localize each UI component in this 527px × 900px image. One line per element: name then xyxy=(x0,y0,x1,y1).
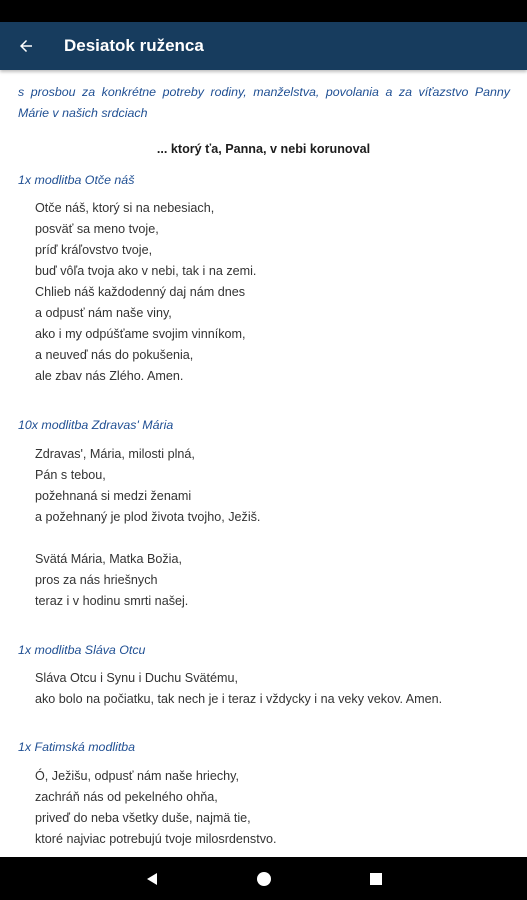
app-bar xyxy=(0,22,527,70)
back-button[interactable] xyxy=(2,22,50,70)
prayer-line: Ó, Ježišu, odpusť nám naše hriechy, xyxy=(35,769,239,783)
section-title-slava-otcu: 1x modlitba Sláva Otcu xyxy=(18,643,146,657)
arrow-left-icon xyxy=(17,37,35,55)
status-bar xyxy=(0,0,527,22)
square-recents-icon xyxy=(369,872,383,886)
prayer-line: Svätá Mária, Matka Božia, xyxy=(35,552,182,566)
prayer-content[interactable] xyxy=(0,70,527,857)
section-title-zdravas-maria: 10x modlitba Zdravas' Mária xyxy=(18,418,174,432)
prayer-slava-otcu xyxy=(35,668,442,710)
section-title-otce-nas: 1x modlitba Otče náš xyxy=(18,173,135,187)
prayer-line: ako bolo na počiatku, tak nech je i teraz i vždycky i na veky vekov. Amen. xyxy=(35,692,443,706)
prayer-line: pros za nás hriešnych xyxy=(35,573,158,587)
triangle-back-icon xyxy=(145,872,159,886)
prayer-line-gap xyxy=(35,528,260,549)
prayer-line: teraz i v hodinu smrti našej. xyxy=(35,594,189,608)
prayer-fatimska xyxy=(35,766,277,850)
prayer-line: požehnaná si medzi ženami xyxy=(35,489,192,503)
nav-home-button[interactable] xyxy=(234,857,294,900)
prayer-line: Pán s tebou, xyxy=(35,468,106,482)
circle-home-icon xyxy=(256,871,272,887)
prayer-line: Otče náš, ktorý si na nebesiach, xyxy=(35,201,215,215)
prayer-line: Zdravas', Mária, milosti plná, xyxy=(35,447,195,461)
prayer-line: Sláva Otcu i Synu i Duchu Svätému, xyxy=(35,671,238,685)
prayer-line: priveď do neba všetky duše, najmä tie, xyxy=(35,811,251,825)
prayer-line: posväť sa meno tvoje, xyxy=(35,222,159,236)
nav-recents-button[interactable] xyxy=(346,857,406,900)
prayer-line: a požehnaný je plod života tvojho, Ježiš. xyxy=(35,510,261,524)
prayer-line: zachráň nás od pekelného ohňa, xyxy=(35,790,218,804)
prayer-line: a odpusť nám naše viny, xyxy=(35,306,172,320)
system-navigation-bar xyxy=(0,857,527,900)
prayer-line: a neuveď nás do pokušenia, xyxy=(35,348,194,362)
mystery-heading: ... ktorý ťa, Panna, v nebi korunoval xyxy=(156,142,371,156)
prayer-zdravas-maria xyxy=(35,444,260,612)
nav-back-button[interactable] xyxy=(122,857,182,900)
prayer-line: ale zbav nás Zlého. Amen. xyxy=(35,369,184,383)
page-title: Desiatok ruženca xyxy=(64,36,204,55)
prayer-line: Chlieb náš každodenný daj nám dnes xyxy=(35,285,246,299)
prayer-line: ktoré najviac potrebujú tvoje milosrdenstvo. xyxy=(35,832,277,846)
section-title-fatimska: 1x Fatimská modlitba xyxy=(18,740,136,754)
intention-text: s prosbou za konkrétne potreby rodiny, manželstva, povolania a za víťazstvo Panny Márie v našich srdciach xyxy=(18,85,510,120)
prayer-line: ako i my odpúšťame svojim vinníkom, xyxy=(35,327,246,341)
prayer-otce-nas xyxy=(35,198,256,387)
prayer-line: buď vôľa tvoja ako v nebi, tak i na zemi. xyxy=(35,264,257,278)
prayer-line: príď kráľovstvo tvoje, xyxy=(35,243,153,257)
